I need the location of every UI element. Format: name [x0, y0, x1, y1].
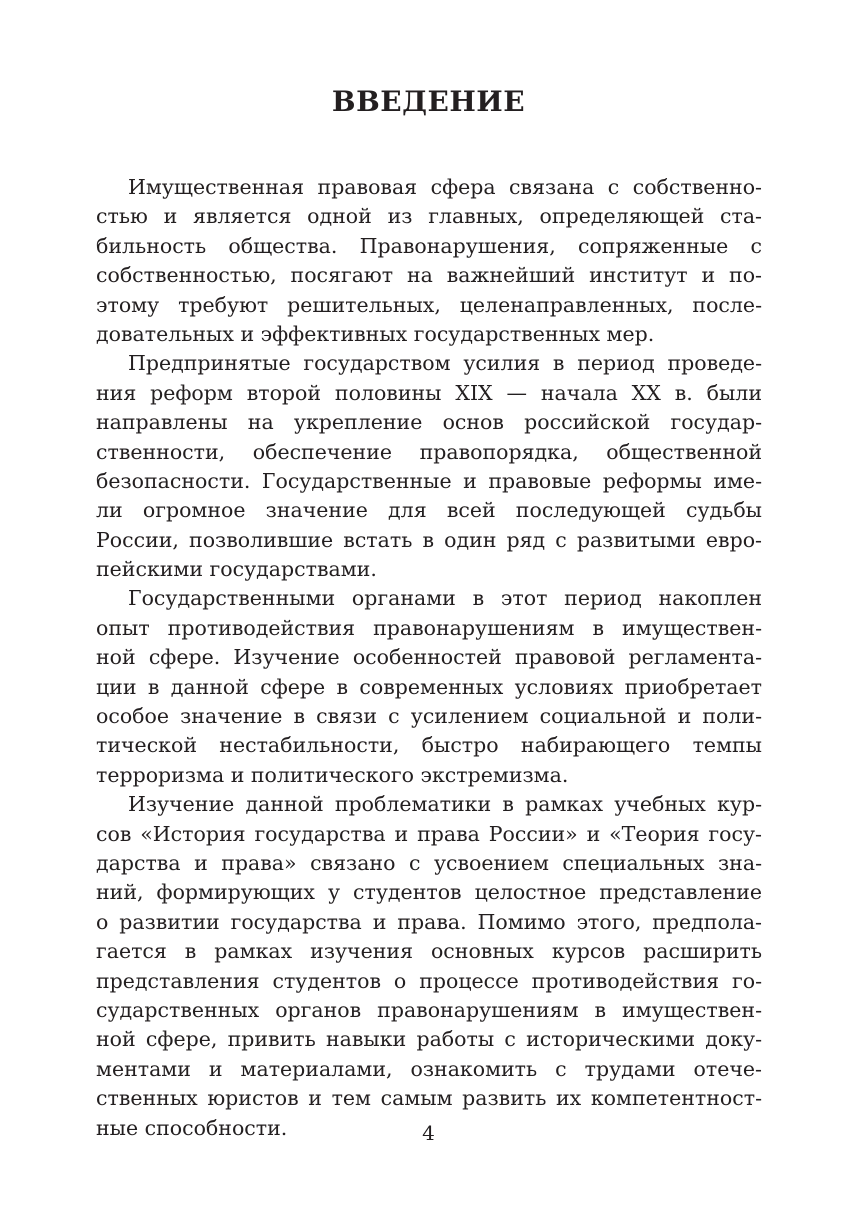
paragraph-4: [96, 790, 762, 1143]
text-line: этому требуют решительных, целенаправленных, после-: [96, 292, 762, 317]
text-line: ной сфере, привить навыки работы с историческими доку-: [96, 1027, 762, 1052]
text-line: представления студентов о процессе противодействия го-: [96, 968, 762, 993]
text-line: сударственных органов правонарушениям в имуществен-: [96, 997, 762, 1022]
text-line: тической нестабильности, быстро набирающего темпы: [96, 733, 762, 758]
text-line: довательных и эффективных государственных мер.: [96, 321, 655, 346]
paragraph-2: [96, 349, 762, 584]
text-line: терроризма и политического экстремизма.: [96, 762, 569, 787]
text-line: направлены на укрепление основ российской государ-: [96, 410, 762, 435]
text-line: бильность общества. Правонарушения, сопряженные с: [96, 233, 762, 258]
text-line: ментами и материалами, ознакомить с трудами отече-: [96, 1056, 762, 1081]
text-line: ции в данной сфере в современных условиях приобретает: [96, 674, 762, 699]
page-number: 4: [422, 1121, 435, 1145]
paragraph-1: [96, 173, 762, 349]
text-line: Предпринятые государством усилия в период проведе-: [128, 351, 762, 376]
text-line: Имущественная правовая сфера связана с собственно-: [128, 175, 762, 199]
text-line: стью и является одной из главных, определяющей ста-: [96, 204, 762, 229]
text-line: гается в рамках изучения основных курсов расширить: [96, 939, 762, 964]
text-line: ственных юристов и тем самым развить их компетентност-: [96, 1086, 762, 1111]
text-line: России, позволившие встать в один ряд с развитыми евро-: [96, 527, 762, 552]
text-line: безопасности. Государственные и правовые реформы име-: [96, 468, 762, 493]
text-line: ные способности.: [96, 1115, 288, 1140]
body-text: [96, 173, 762, 1143]
text-line: собственностью, посягают на важнейший институт и по-: [96, 263, 762, 288]
text-line: Изучение данной проблематики в рамках учебных кур-: [128, 792, 762, 817]
text-line: ственности, обеспечение правопорядка, общественной: [96, 439, 762, 464]
paragraph-3: [96, 584, 762, 790]
text-line: ния реформ второй половины XIX — начала XX в. были: [96, 380, 762, 405]
text-line: дарства и права» связано с усвоением специальных зна-: [96, 850, 762, 875]
text-line: ний, формирующих у студентов целостное представление: [96, 880, 762, 905]
text-line: опыт противодействия правонарушениям в имуществен-: [96, 615, 762, 640]
text-line: ной сфере. Изучение особенностей правовой регламента-: [96, 645, 762, 670]
text-line: Государственными органами в этот период накоплен: [128, 586, 762, 611]
text-line: ли огромное значение для всей последующей судьбы: [96, 498, 762, 523]
text-line: особое значение в связи с усилением социальной и поли-: [96, 704, 762, 729]
text-line: о развитии государства и права. Помимо этого, предпола-: [96, 909, 762, 934]
text-line: сов «История государства и права России» и «Теория госу-: [96, 821, 762, 846]
chapter-heading: ВВЕДЕНИЕ: [331, 85, 526, 118]
text-line: пейскими государствами.: [96, 557, 377, 582]
